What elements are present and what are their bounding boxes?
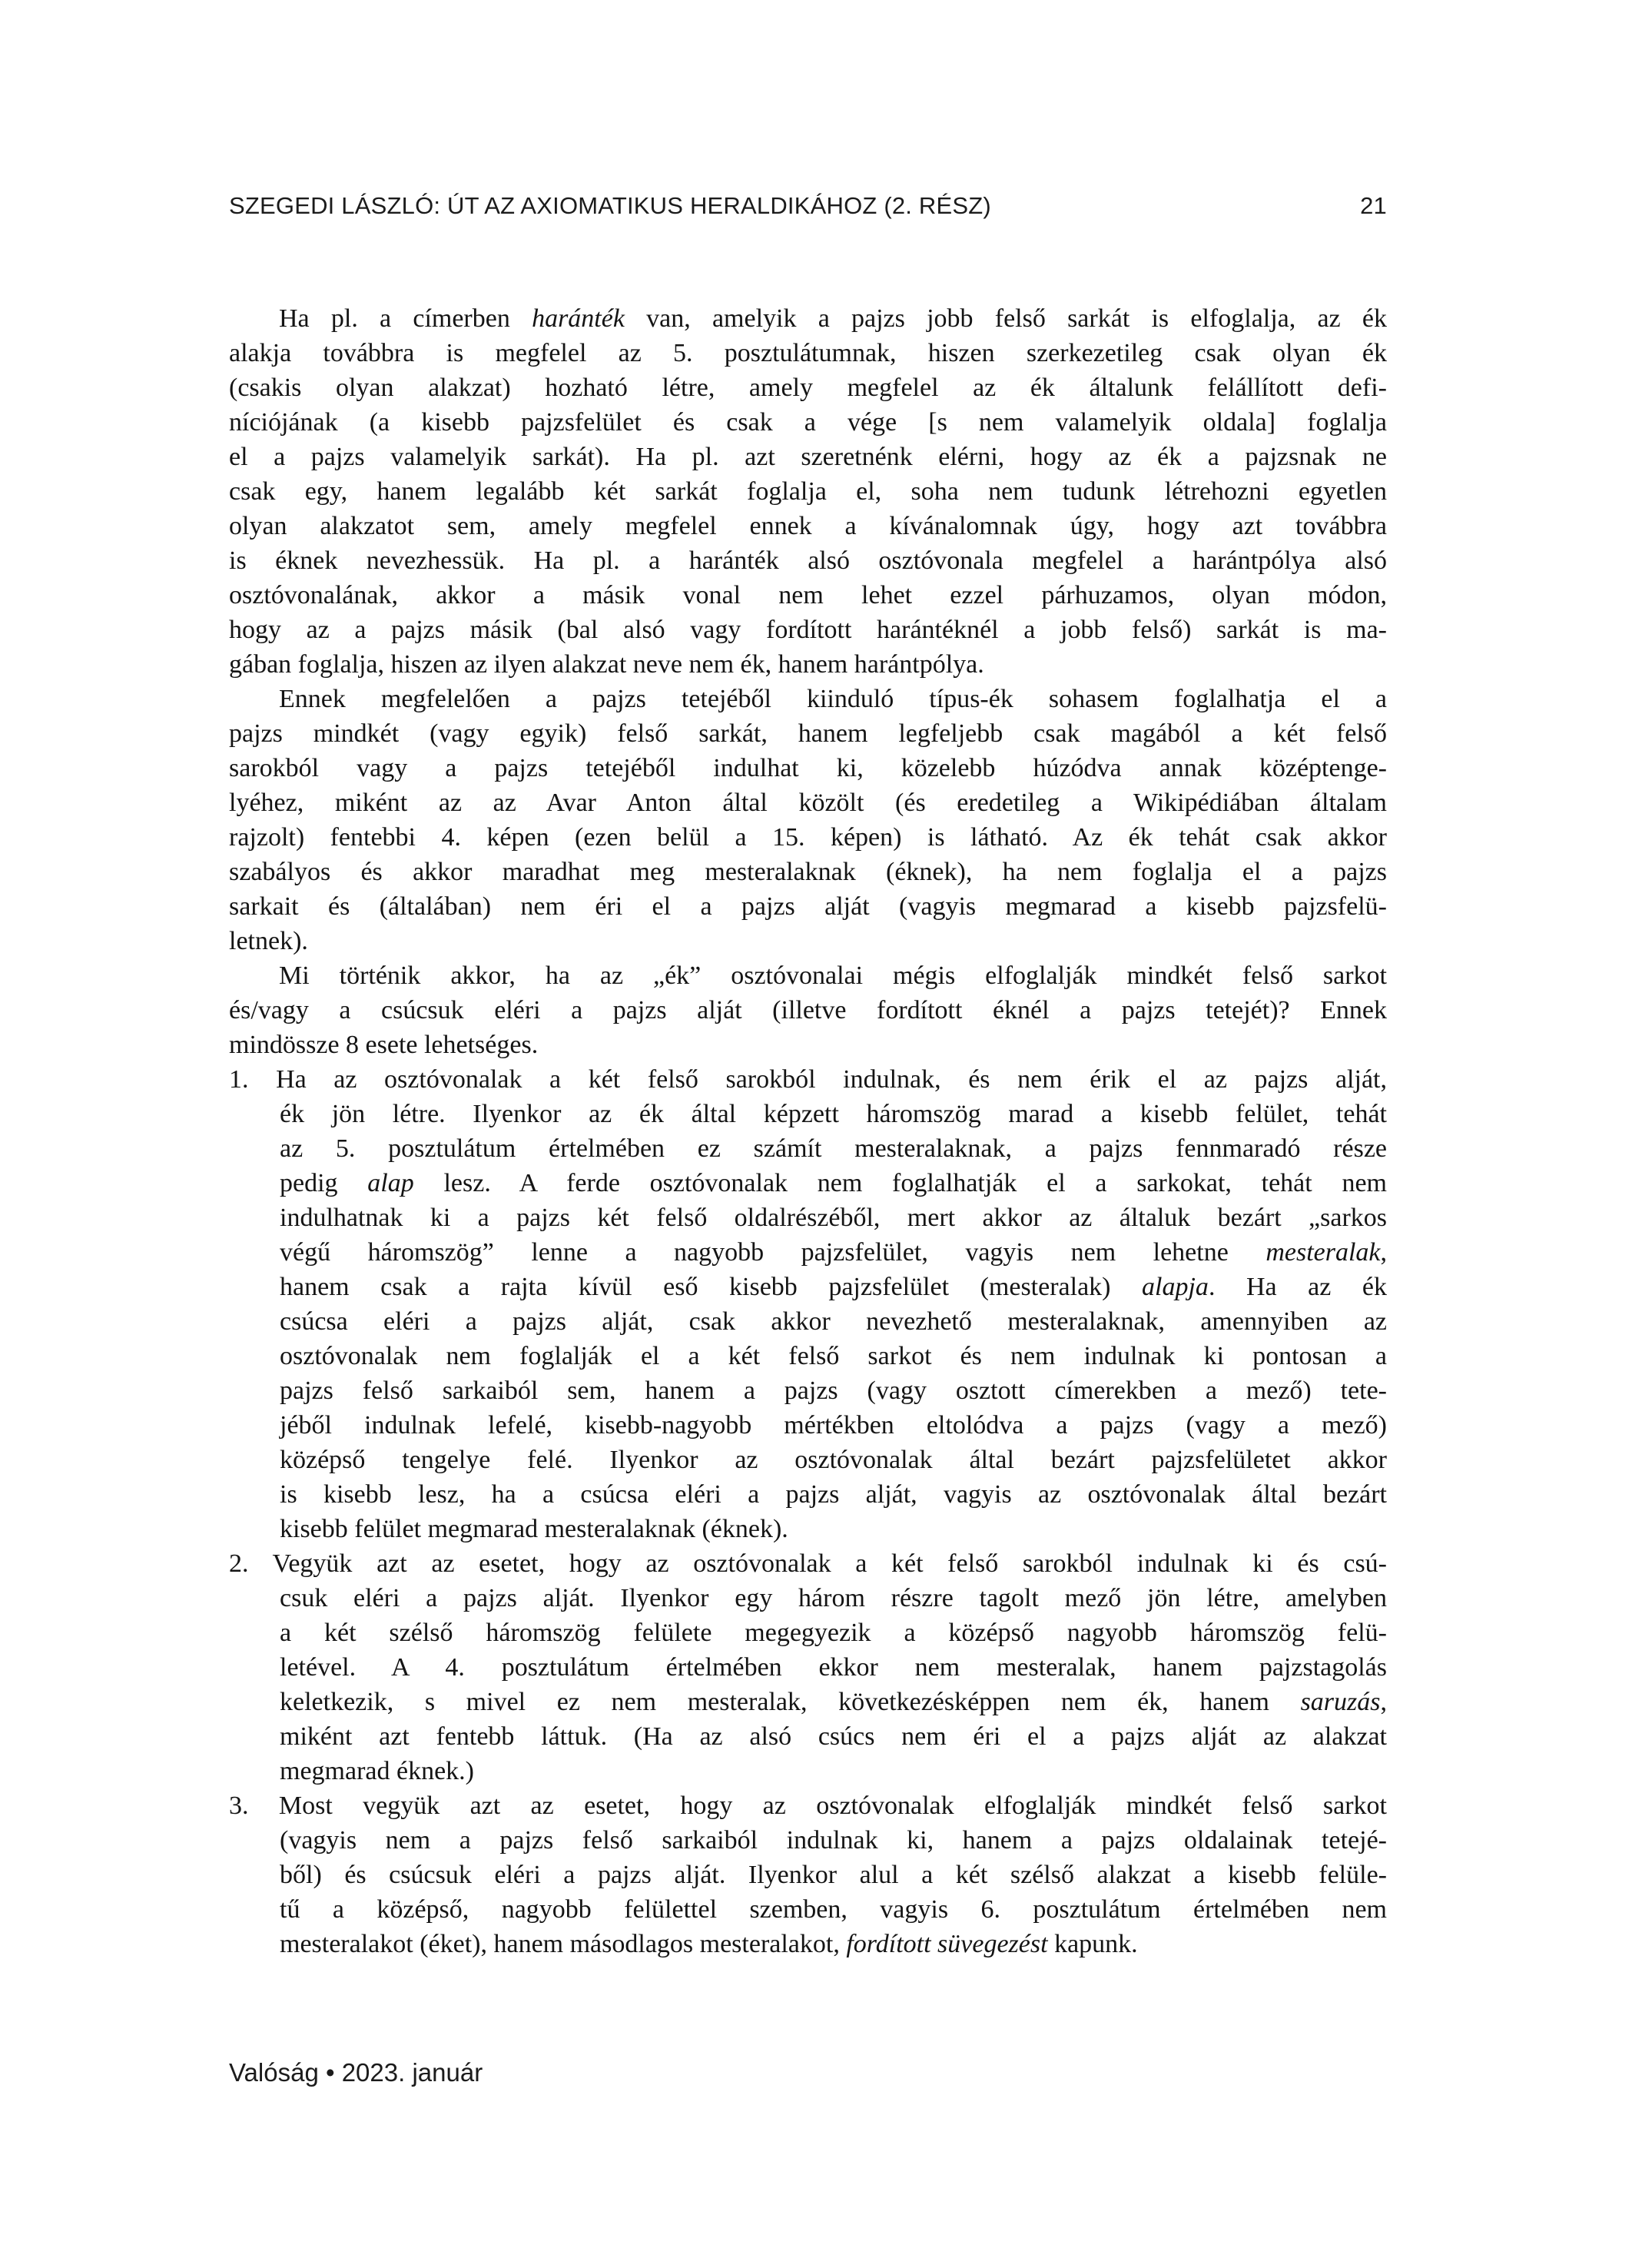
text-line [280,1270,1387,1304]
text-run: osztóvonalának, akkor a másik vonal nem lehet ezzel párhuzamos, olyan módon, [229,581,1387,609]
text-line [280,1892,1387,1927]
text-run: csuk eléri a pajzs alját. Ilyenkor egy három részre tagolt mező jön létre, amelyben [280,1584,1387,1612]
text-line [280,1408,1387,1443]
text-run: csak egy, hanem legalább két sarkát foglalja el, soha nem tudunk létrehozni egyetlen [229,477,1387,506]
text-run: tű a középső, nagyobb felülettel szemben, vagyis 6. posztulátum értelmében nem [280,1895,1387,1924]
text-line [280,1477,1387,1512]
text-line [229,993,1387,1028]
text-line [280,1719,1387,1754]
text-run: a két szélső háromszög felülete megegyezik a középső nagyobb háromszög felü- [280,1619,1387,1647]
text-line [280,1131,1387,1166]
text-run: pedig [280,1169,368,1197]
text-run: osztóvonalak nem foglalják el a két felső sarkot és nem indulnak ki pontosan a [280,1342,1387,1370]
text-line [280,1858,1387,1892]
emphasized-text: haránték [532,304,625,333]
paragraph [229,301,1387,682]
text-run: níciójának (a kisebb pajzsfelület és csak a vége [s nem valamelyik oldala] foglalja [229,408,1387,437]
text-run: pajzs mindkét (vagy egyik) felső sarkát, hanem legfeljebb csak magából a két felső [229,719,1387,748]
text-line [280,1685,1387,1719]
text-run: és/vagy a csúcsuk eléri a pajzs alját (illetve fordított éknél a pajzs tetejét)? Ennek [229,996,1387,1024]
text-line [229,855,1387,889]
text-run: ék jön létre. Ilyenkor az ék által képzett háromszög marad a kisebb felület, tehát [280,1100,1387,1128]
text-run: kisebb felület megmarad mesteralaknak (éknek). [280,1515,788,1543]
text-line [229,716,1387,751]
text-line [280,1754,1387,1788]
text-line [229,889,1387,924]
text-run: Ha pl. a címerben [279,304,532,333]
page-number: 21 [1360,192,1387,219]
text-run: letnek). [229,927,308,955]
text-line [280,1512,1387,1546]
text-run: alakja továbbra is megfelel az 5. posztulátumnak, hiszen szerkezetileg csak olyan ék [229,339,1387,367]
text-run: jéből indulnak lefelé, kisebb-nagyobb mértékben eltolódva a pajzs (vagy a mező) [280,1411,1387,1439]
text-line [280,1581,1387,1615]
text-line [280,1166,1387,1200]
text-run: csúcsa eléri a pajzs alját, csak akkor nevezhető mesteralaknak, amennyiben az [280,1307,1387,1336]
text-run: ből) és csúcsuk eléri a pajzs alját. Ilyenkor alul a két szélső alakzat a kisebb felüle- [280,1861,1387,1889]
text-run: (vagyis nem a pajzs felső sarkaiból indulnak ki, hanem a pajzs oldalainak tetejé- [280,1826,1387,1855]
emphasized-text: alapja [1142,1273,1209,1301]
text-run: is éknek nevezhessük. Ha pl. a haránték alsó osztóvonala megfelel a harántpólya alsó [229,546,1387,575]
text-line [229,820,1387,855]
text-line [229,1028,1387,1062]
emphasized-text: fordított süvegezést [846,1930,1048,1958]
text-line [229,336,1387,370]
text-run: el a pajzs valamelyik sarkát). Ha pl. azt szeretnénk elérni, hogy az ék a pajzsnak ne [229,443,1387,471]
text-run: hanem csak a rajta kívül eső kisebb pajzsfelület (mesteralak) [280,1273,1143,1301]
text-run: Ennek megfelelően a pajzs tetejéből kiinduló típus-ék sohasem foglalhatja el a [279,685,1387,713]
text-run: Mi történik akkor, ha az „ék” osztóvonalai mégis elfoglalják mindkét felső sarkot [279,961,1387,990]
text-line [229,301,1387,336]
text-line [229,405,1387,440]
text-run: is kisebb lesz, ha a csúcsa eléri a pajzs alját, vagyis az osztóvonalak által bezárt [280,1480,1387,1509]
text-line [229,543,1387,578]
text-run: Vegyük azt az esetet, hogy az osztóvonalak a két felső sarokból indulnak ki és csú- [272,1549,1387,1578]
list-marker: 2. [229,1549,273,1578]
text-line [280,1097,1387,1131]
text-run: olyan alakzatot sem, amely megfelel ennek a kívánalomnak úgy, hogy azt továbbra [229,512,1387,540]
text-run: , [1380,1238,1387,1267]
journal-footer: Valóság • 2023. január [229,2058,483,2087]
text-line [229,958,1387,993]
text-line [229,370,1387,405]
text-line [280,1650,1387,1685]
text-run: az 5. posztulátum értelmében ez számít mesteralaknak, a pajzs fennmaradó része [280,1134,1387,1163]
text-run: mesteralakot (éket), hanem másodlagos mesteralakot, [280,1930,847,1958]
text-run: sarokból vagy a pajzs tetejéből indulhat ki, közelebb húzódva annak középtenge- [229,754,1387,782]
list-item [229,1062,1387,1546]
emphasized-text: mesteralak [1265,1238,1381,1267]
text-line [229,785,1387,820]
text-line [280,1235,1387,1270]
text-run: sarkait és (általában) nem éri el a pajzs alját (vagyis megmarad a kisebb pajzsfelü- [229,892,1387,921]
list-marker: 1. [229,1065,277,1094]
text-line [280,1823,1387,1858]
text-run: megmarad éknek.) [280,1757,474,1785]
text-line [229,682,1387,716]
list-item [229,1788,1387,1961]
text-line [229,647,1387,682]
text-run: Most vegyük azt az esetet, hogy az osztóvonalak elfoglalják mindkét felső sarkot [278,1791,1388,1820]
text-run: keletkezik, s mivel ez nem mesteralak, következésképpen nem ék, hanem [280,1688,1301,1716]
text-line [229,924,1387,958]
text-line [229,440,1387,474]
text-run: . Ha az ék [1208,1273,1387,1301]
text-run: miként azt fentebb láttuk. (Ha az alsó csúcs nem éri el a pajzs alját az alakzat [280,1722,1387,1751]
text-line [229,1788,1388,1823]
text-line [229,613,1387,647]
text-line [229,509,1387,543]
text-line [229,578,1387,613]
text-line [280,1373,1387,1408]
text-line [229,1062,1387,1097]
text-line [280,1927,1387,1961]
text-run: végű háromszög” lenne a nagyobb pajzsfelület, vagyis nem lehetne [280,1238,1266,1267]
text-line [280,1443,1387,1477]
text-run: kapunk. [1047,1930,1138,1958]
text-run: (csakis olyan alakzat) hozható létre, amely megfelel az ék általunk felállított defi- [229,374,1387,402]
text-line [229,1546,1387,1581]
list-marker: 3. [229,1791,279,1820]
text-line [280,1304,1387,1339]
emphasized-text: saruzás [1300,1688,1381,1716]
text-run: mindössze 8 esete lehetséges. [229,1031,539,1059]
text-line [280,1200,1387,1235]
body-text [229,301,1387,1961]
paragraph [229,682,1387,958]
header-title: SZEGEDI LÁSZLÓ: ÚT AZ AXIOMATIKUS HERALDIKÁHOZ (2. RÉSZ) [229,192,991,219]
text-run: Ha az osztóvonalak a két felső sarokból indulnak, és nem érik el az pajzs alját, [276,1065,1387,1094]
text-run: hogy az a pajzs másik (bal alsó vagy fordított harántéknél a jobb felső) sarkát is ma- [229,616,1387,644]
text-run: indulhatnak ki a pajzs két felső oldalrészéből, mert akkor az általuk bezárt „sarkos [280,1204,1387,1232]
text-run: gában foglalja, hiszen az ilyen alakzat neve nem ék, hanem harántpólya. [229,650,984,679]
text-run: pajzs felső sarkaiból sem, hanem a pajzs (vagy osztott címerekben a mező) tete- [280,1376,1387,1405]
paragraph [229,958,1387,1062]
text-run: rajzolt) fentebbi 4. képen (ezen belül a 15. képen) is látható. Az ék tehát csak akkor [229,823,1387,852]
emphasized-text: alap [367,1169,414,1197]
text-line [280,1339,1387,1373]
list-item [229,1546,1387,1788]
text-line [229,751,1387,785]
running-header [229,192,1387,220]
text-run: lyéhez, miként az az Avar Anton által közölt (és eredetileg a Wikipédiában általam [229,789,1387,817]
text-run: szabályos és akkor maradhat meg mesteralaknak (éknek), ha nem foglalja el a pajzs [229,858,1387,886]
text-line [229,474,1387,509]
text-run: , [1380,1688,1387,1716]
text-run: van, amelyik a pajzs jobb felső sarkát is elfoglalja, az ék [624,304,1387,333]
text-run: letével. A 4. posztulátum értelmében ekkor nem mesteralak, hanem pajzstagolás [280,1653,1387,1682]
text-run: középső tengelye felé. Ilyenkor az osztóvonalak által bezárt pajzsfelületet akkor [280,1446,1387,1474]
text-line [280,1615,1387,1650]
text-run: lesz. A ferde osztóvonalak nem foglalhatják el a sarkokat, tehát nem [413,1169,1387,1197]
